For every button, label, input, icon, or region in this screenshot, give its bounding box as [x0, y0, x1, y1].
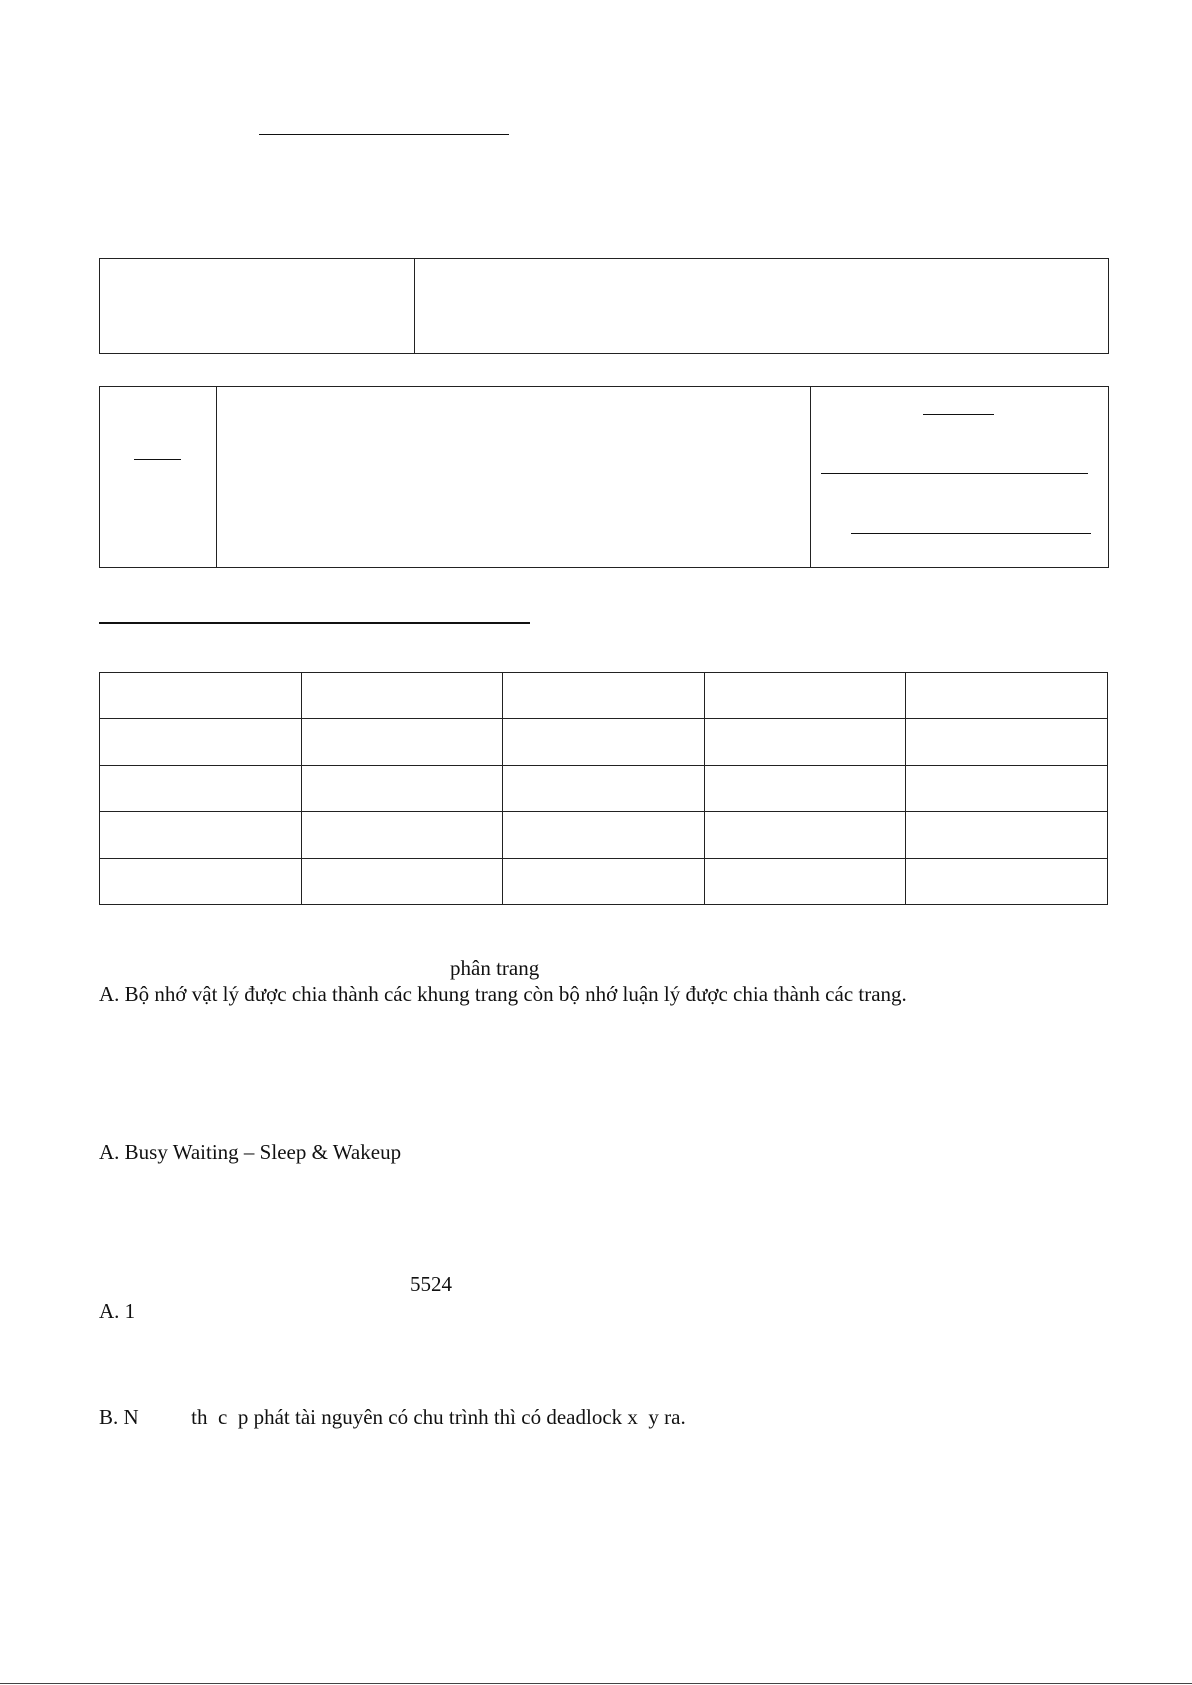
answer-cell[interactable]: [100, 812, 302, 858]
answer-cell[interactable]: [704, 812, 906, 858]
answer-cell[interactable]: [704, 765, 906, 811]
page-bottom-edge: [0, 1683, 1192, 1684]
answer-cell[interactable]: [704, 858, 906, 904]
answer-cell[interactable]: [301, 765, 503, 811]
section-heading-underline: [99, 622, 530, 624]
answer-cell[interactable]: [301, 858, 503, 904]
answer-cell[interactable]: [100, 858, 302, 904]
header-rule: [259, 134, 509, 135]
question-2-option-a: A. Busy Waiting – Sleep & Wakeup: [99, 1140, 402, 1164]
answer-cell[interactable]: [100, 719, 302, 765]
table-row: [100, 719, 1108, 765]
answer-cell[interactable]: [704, 719, 906, 765]
answer-cell[interactable]: [503, 858, 705, 904]
grader-signature-line-2: [851, 533, 1091, 534]
question-1-option-a: A. Bộ nhớ vật lý được chia thành các khung trang còn bộ nhớ luận lý được chia thành các trang.: [99, 982, 907, 1006]
answer-cell[interactable]: [704, 673, 906, 719]
table-row: [100, 812, 1108, 858]
answer-cell[interactable]: [503, 812, 705, 858]
answer-cell[interactable]: [906, 719, 1108, 765]
answer-cell[interactable]: [503, 765, 705, 811]
question-3-option-a: A. 1: [99, 1299, 136, 1323]
answer-cell[interactable]: [906, 673, 1108, 719]
student-info-divider-left: [216, 386, 217, 568]
table-row: [100, 765, 1108, 811]
answer-cell[interactable]: [100, 673, 302, 719]
answer-grid: [99, 672, 1108, 905]
answer-cell[interactable]: [301, 673, 503, 719]
answer-cell[interactable]: [100, 765, 302, 811]
question-1-fragment: phân trang: [450, 956, 540, 980]
answer-cell[interactable]: [301, 719, 503, 765]
table-row: [100, 858, 1108, 904]
student-info-divider-right: [810, 386, 811, 568]
exam-info-box: [99, 258, 1109, 354]
score-label-underline: [134, 459, 181, 460]
grader-signature-line-1: [821, 473, 1088, 474]
grader-title-underline: [923, 414, 994, 415]
exam-info-divider: [414, 258, 415, 354]
answer-cell[interactable]: [906, 765, 1108, 811]
answer-cell[interactable]: [906, 812, 1108, 858]
answer-cell[interactable]: [503, 673, 705, 719]
answer-cell[interactable]: [301, 812, 503, 858]
question-4-option-b: B. N th c p phát tài nguyên có chu trình thì có deadlock x y ra.: [99, 1405, 686, 1429]
answer-cell[interactable]: [906, 858, 1108, 904]
question-3-fragment: 5524: [410, 1272, 452, 1296]
answer-cell[interactable]: [503, 719, 705, 765]
table-row: [100, 673, 1108, 719]
